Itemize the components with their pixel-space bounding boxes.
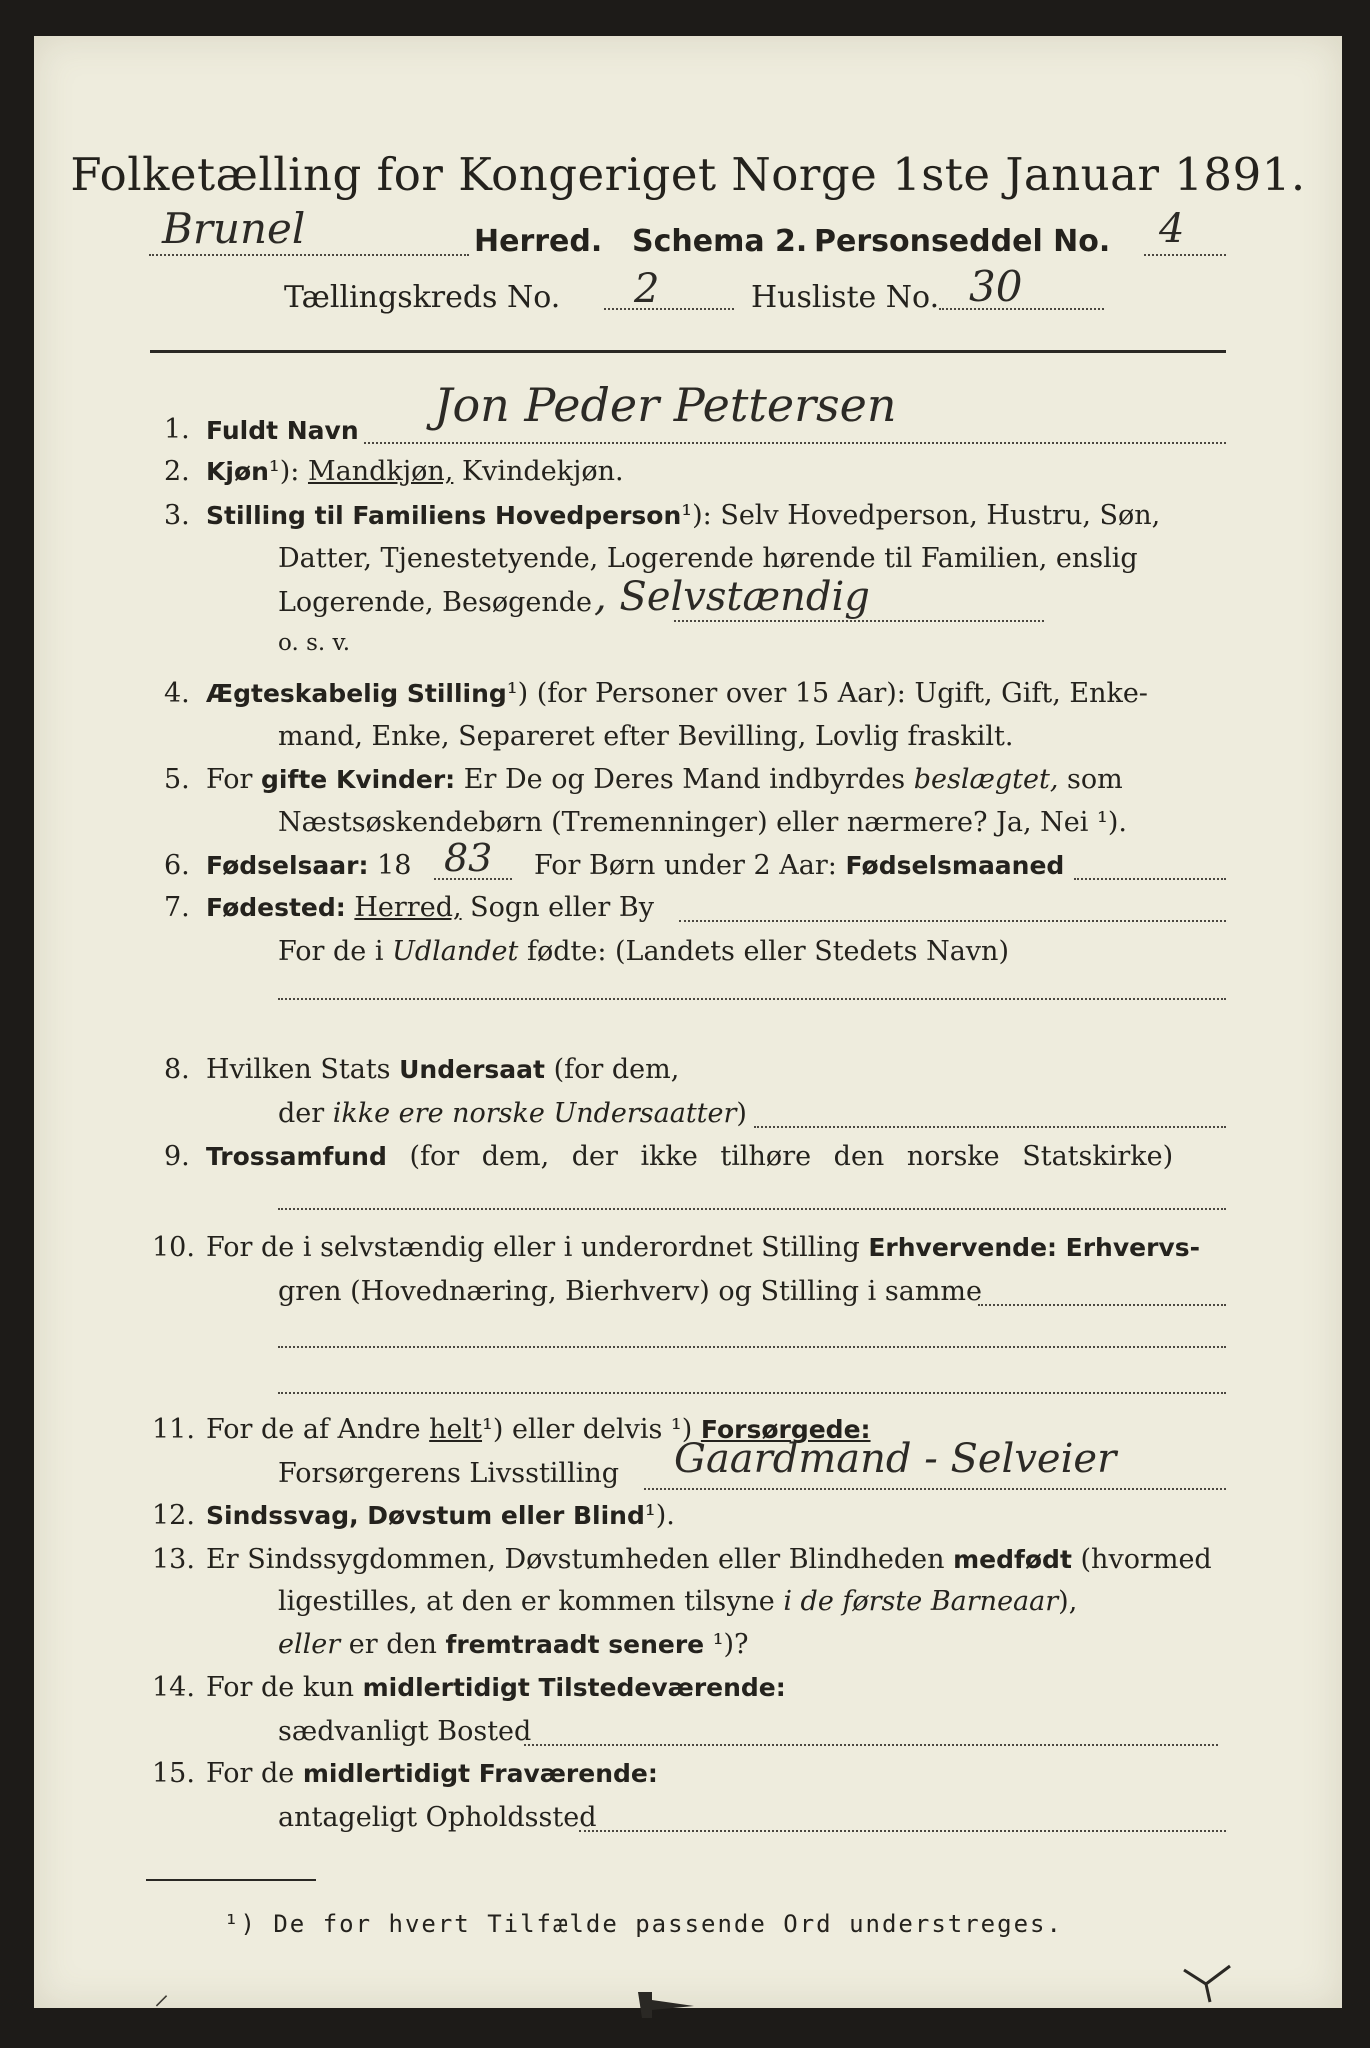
q1-dotted-line (364, 442, 1226, 444)
q5-label: gifte Kvinder: (261, 765, 456, 794)
q7-line2-rest: fødte: (Landets eller Stedets Navn) (526, 936, 1009, 967)
q11-label: Forsørgede: (700, 1415, 871, 1444)
q10-number: 10. (152, 1232, 195, 1263)
q13-line3-end: ¹)? (712, 1629, 749, 1660)
q12-label: Sindssvag, Døvstum eller Blind (206, 1501, 645, 1530)
corner-mark-left-icon: ⸝ (154, 1977, 169, 2012)
q14-pre: For de kun (206, 1672, 354, 1703)
q14-dotted-line (524, 1744, 1218, 1746)
q3-dotted-line (674, 620, 1044, 622)
q5-line1-italic: beslægtet, (913, 764, 1059, 795)
footnote-rule (146, 1879, 316, 1881)
q12-number: 12. (152, 1500, 195, 1531)
q12-line (206, 1500, 675, 1531)
q2-option-mandkjon: Mandkjøn, (307, 456, 454, 487)
footnote: ¹) De for hvert Tilfælde passende Ord understreges. (224, 1910, 1063, 1938)
q14-label: midlertidigt Tilstedeværende: (362, 1673, 786, 1702)
q6-line (206, 850, 411, 881)
schema-label: Schema 2. (632, 224, 808, 259)
q3-line2: Datter, Tjenestetyende, Logerende hørende til Familien, enslig (278, 543, 1138, 574)
q3-label: Stilling til Familiens Hovedperson (206, 501, 682, 530)
q5-line1-rest: Er De og Deres Mand indbyrdes (463, 764, 906, 795)
husliste-label: Husliste No. (751, 280, 940, 315)
q13-number: 13. (152, 1544, 195, 1575)
q7-dotted-line-2 (278, 998, 1226, 1000)
q9-label: Trossamfund (206, 1142, 387, 1171)
q4-line1 (206, 678, 1148, 709)
q2-option-kvindekjon: Kvindekjøn. (461, 456, 624, 487)
q15-pre: For de (206, 1758, 295, 1789)
q5-line2: Næstsøskendebørn (Tremenninger) eller nærmere? Ja, Nei ¹). (278, 807, 1127, 838)
q7-rest: Sogn eller By (470, 892, 654, 923)
q6-year-dotted-line (434, 878, 512, 880)
q11-pre: For de af Andre (206, 1414, 421, 1445)
q8-line2-end: ) (736, 1098, 747, 1129)
q8-dotted-line (754, 1126, 1226, 1128)
q12-rest: ¹). (644, 1500, 675, 1531)
q4-line1-rest: ¹) (for Personer over 15 Aar): Ugift, Gift, Enke- (506, 678, 1148, 709)
q13-label: medfødt (953, 1545, 1072, 1574)
q1-label: Fuldt Navn (206, 416, 359, 445)
q6-rest: For Børn under 2 Aar: (534, 850, 837, 881)
q7-dotted-line (679, 920, 1226, 922)
q13-line3 (278, 1629, 749, 1660)
q9-rest: (for dem, der ikke tilhøre den norske Statskirke) (409, 1141, 1174, 1172)
q13-line2 (278, 1586, 1077, 1617)
q5-pre: For (206, 764, 253, 795)
q3-line1 (206, 500, 1160, 531)
q8-line2-pre: der (278, 1098, 325, 1129)
herred-dotted-line (149, 254, 469, 256)
q7-label: Fødested: (206, 893, 346, 922)
q1-number: 1. (164, 414, 190, 445)
q9-dotted-line (278, 1208, 1226, 1210)
q3-line1-rest: ¹): Selv Hovedperson, Hustru, Søn, (681, 500, 1161, 531)
q6-value: 83 (444, 836, 493, 880)
q3-line4: o. s. v. (278, 630, 351, 656)
census-form-page (34, 36, 1342, 2012)
q7-option-herred: Herred, (354, 892, 462, 923)
personseddel-dotted-line (1144, 254, 1226, 256)
q7-line2 (278, 936, 1009, 967)
q3-number: 3. (164, 500, 190, 531)
q10-line1 (206, 1232, 1200, 1263)
kreds-label: Tællingskreds No. (284, 280, 561, 315)
q11-number: 11. (152, 1414, 195, 1445)
q7-number: 7. (164, 892, 190, 923)
q6-number: 6. (164, 850, 190, 881)
q11-option-helt: helt (429, 1414, 483, 1445)
q11-value: Gaardmand - Selveier (674, 1436, 1117, 1482)
q8-line1 (206, 1054, 679, 1085)
q15-number: 15. (152, 1758, 195, 1789)
q2-number: 2. (164, 456, 190, 487)
q11-mid: ¹) eller delvis ¹) (482, 1414, 693, 1445)
q2-sup: ¹): (268, 456, 300, 487)
herred-label: Herred. (474, 224, 603, 259)
q13-line3-mid: er den (348, 1629, 437, 1660)
q6-line2 (534, 850, 1064, 881)
q7-line1 (206, 892, 654, 923)
q5-line1-end: som (1067, 764, 1123, 795)
q10-dotted-line-2 (278, 1346, 1226, 1348)
q14-line2: sædvanligt Bosted (278, 1716, 532, 1747)
kreds-value: 2 (634, 266, 660, 312)
q10-label2: Erhvervs- (1065, 1233, 1200, 1262)
q3-line3: Logerende, Besøgende (278, 587, 592, 618)
q6-prefix: 18 (377, 850, 412, 881)
husliste-value: 30 (969, 262, 1023, 311)
q5-line1 (206, 764, 1123, 795)
q1-value: Jon Peder Pettersen (434, 378, 897, 432)
corner-mark-center-icon (634, 1988, 714, 2028)
q7-line2-pre: For de i (278, 936, 384, 967)
q15-line2: antageligt Opholdssted (278, 1802, 597, 1833)
q8-rest: (for dem, (553, 1054, 680, 1085)
q6-month-dotted-line (1074, 878, 1226, 880)
q14-number: 14. (152, 1672, 195, 1703)
q4-label: Ægteskabelig Stilling (206, 679, 507, 708)
q8-pre: Hvilken Stats (206, 1054, 391, 1085)
q14-line1 (206, 1672, 786, 1703)
corner-mark-right-icon (1180, 1962, 1240, 2006)
q10-dotted-line (978, 1304, 1226, 1306)
q11-dotted-line (644, 1488, 1226, 1490)
q5-number: 5. (164, 764, 190, 795)
q7-line2-italic: Udlandet (392, 936, 519, 967)
q8-line2-italic: ikke ere norske Undersaatter (332, 1098, 737, 1129)
q13-end: (hvormed (1080, 1544, 1212, 1575)
q15-dotted-line (579, 1830, 1226, 1832)
q2-label: Kjøn (206, 457, 269, 486)
q6-label2: Fødselsmaaned (845, 851, 1065, 880)
q2-line (206, 456, 624, 487)
q10-pre: For de i selvstændig eller i underordnet Stilling (206, 1232, 860, 1263)
q6-label: Fødselsaar: (206, 851, 369, 880)
kreds-dotted-line (604, 308, 734, 310)
q13-line2-italic: i de første Barneaar (783, 1586, 1059, 1617)
herred-value: Brunel (162, 204, 306, 253)
q13-line2-pre: ligestilles, at den er kommen tilsyne (278, 1586, 775, 1617)
header-rule (150, 350, 1226, 353)
q13-line3-bold: fremtraadt senere (445, 1630, 705, 1659)
q8-label: Undersaat (399, 1055, 545, 1084)
q15-label: midlertidigt Fraværende: (302, 1759, 658, 1788)
personseddel-value: 4 (1159, 206, 1185, 252)
form-title: Folketælling for Kongeriget Norge 1ste Januar 1891. (70, 148, 1306, 201)
q11-line2: Forsørgerens Livsstilling (278, 1458, 620, 1489)
q9-number: 9. (164, 1141, 190, 1172)
q13-line2-end: ), (1058, 1586, 1078, 1617)
q13-line3-italic: eller (278, 1629, 341, 1660)
q9-line (206, 1141, 1173, 1172)
q4-number: 4. (164, 678, 190, 709)
q13-pre: Er Sindssygdommen, Døvstumheden eller Blindheden (206, 1544, 945, 1575)
q10-line2: gren (Hovednæring, Bierhverv) og Stilling i samme (278, 1276, 983, 1307)
q8-number: 8. (164, 1054, 190, 1085)
q10-label: Erhvervende: (868, 1233, 1058, 1262)
q15-line1 (206, 1758, 658, 1789)
q4-line2: mand, Enke, Separeret efter Bevilling, Lovlig fraskilt. (278, 721, 1014, 752)
q8-line2 (278, 1098, 747, 1129)
q13-line1 (206, 1544, 1212, 1575)
personseddel-label: Personseddel No. (814, 224, 1111, 259)
q10-dotted-line-3 (278, 1392, 1226, 1394)
q3-value: , Selvstændig (594, 574, 870, 620)
